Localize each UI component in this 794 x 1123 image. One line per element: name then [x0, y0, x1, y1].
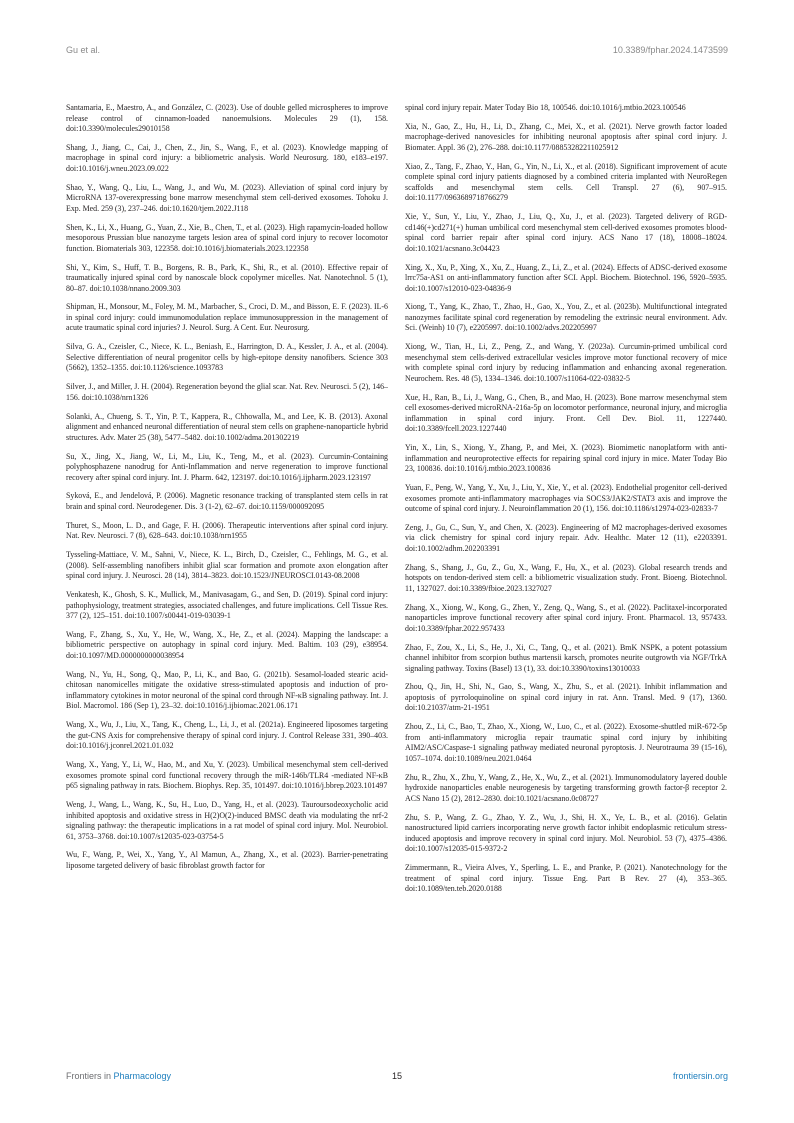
- reference-item: Zhang, X., Xiong, W., Kong, G., Zhen, Y., Zeng, Q., Wang, S., et al. (2022). Paclitaxel-incorporated nanoparticles improve functional recovery after spinal cord injury. Front. Pharmacol. 13, 957433. doi:10.3389/fphar.2022.957433: [405, 602, 727, 633]
- references-column-left: [66, 103, 388, 880]
- reference-item: Wu, F., Wang, P., Wei, X., Yang, Y., Al Mamun, A., Zhang, X., et al. (2023). Barrier-penetrating liposome targeted delivery of basic fibroblast growth factor for: [66, 850, 388, 870]
- reference-item: Xiao, Z., Tang, F., Zhao, Y., Han, G., Yin, N., Li, X., et al. (2018). Significant improvement of acute complete spinal cord injury patients diagnosed by a combined criteria implanted with NeuroRegen scaffolds and mesenchymal stem cells. Cell Transpl. 27 (6), 907–915. doi:10.1177/0963689718766279: [405, 161, 727, 203]
- reference-item: Wang, N., Yu, H., Song, Q., Mao, P., Li, K., and Bao, G. (2021b). Sesamol-loaded stearic acid-chitosan nanomicelles mitigate the oxidative stress-stimulated apoptosis and induction of pro-inflammatory cytokines in motor neuronal of the spinal cord through NF-κB signaling pathway. Int. J. Biol. Macromol. 186 (Sep 1), 23–32. doi:10.1016/j.ijbiomac.2021.06.171: [66, 669, 388, 711]
- reference-item: Shen, K., Li, X., Huang, G., Yuan, Z., Xie, B., Chen, T., et al. (2023). High rapamycin-loaded hollow mesoporous Prussian blue nanozyme targets lesion area of spinal cord injury to recover locomotor function. Biomaterials 303, 122358. doi:10.1016/j.biomaterials.2023.122358: [66, 222, 388, 253]
- reference-item: Xia, N., Gao, Z., Hu, H., Li, D., Zhang, C., Mei, X., et al. (2021). Nerve growth factor loaded macrophage-derived nanovesicles for inhibiting neuronal apoptosis after spinal cord injury. J. Biomater. Appl. 36 (2), 276–288. doi:10.1177/08853282211025912: [405, 121, 727, 152]
- reference-item: Shi, Y., Kim, S., Huff, T. B., Borgens, R. B., Park, K., Shi, R., et al. (2010). Effective repair of traumatically injured spinal cord by nanoscale block copolymer micelles. Nat. Nanotechnol. 5 (1), 80–87. doi:10.1038/nnano.2009.303: [66, 262, 388, 293]
- reference-item: Weng, J., Wang, L., Wang, K., Su, H., Luo, D., Yang, H., et al. (2023). Tauroursodeoxycholic acid inhibited apoptosis and oxidative stress in H(2)O(2)-induced BMSC death via modulating the nrf-2 signaling pathway: the therapeutic implications in a rat model of spinal cord injury. Mol. Neurobiol. 61, 3753–3768. doi:10.1007/s12035-023-03754-5: [66, 800, 388, 841]
- reference-item: Silver, J., and Miller, J. H. (2004). Regeneration beyond the glial scar. Nat. Rev. Neurosci. 5 (2), 146–156. doi:10.1038/nrn1326: [66, 382, 388, 402]
- reference-item: Yin, X., Lin, S., Xiong, Y., Zhang, P., and Mei, X. (2023). Biomimetic nanoplatform with anti-inflammation and neuroprotective effects for repairing spinal cord injury in mice. Mater Today Bio 23, 100836. doi:10.1016/j.mtbio.2023.100836: [405, 443, 727, 474]
- reference-item: Shang, J., Jiang, C., Cai, J., Chen, Z., Jin, S., Wang, F., et al. (2023). Knowledge mapping of macrophage in spinal cord injury: a bibliometric analysis. World Neurosurg. 180, e183–e197. doi:10.1016/j.wneu.2023.09.022: [66, 142, 388, 173]
- reference-item: Wang, F., Zhang, S., Xu, Y., He, W., Wang, X., He, Z., et al. (2024). Mapping the landscape: a bibliometric perspective on autophagy in spinal cord injury. Med. Baltim. 103 (29), e38954. doi:10.1097/MD.0000000000038954: [66, 629, 388, 660]
- running-head-authors: Gu et al.: [66, 45, 101, 55]
- reference-item: Zhou, Z., Li, C., Bao, T., Zhao, X., Xiong, W., Luo, C., et al. (2022). Exosome-shuttled miR-672-5p from anti-inflammatory microglia repair traumatic spinal cord injury by inhibiting AIM2/ASC/Caspase-1 signaling pathway mediated neuronal pyroptosis. J. Neurotrauma 39 (15-16), 1057–1074. doi:10.1089/neu.2021.0464: [405, 722, 727, 763]
- reference-item: spinal cord injury repair. Mater Today Bio 18, 100546. doi:10.1016/j.mtbio.2023.100546: [405, 103, 686, 112]
- reference-item: Su, X., Jing, X., Jiang, W., Li, M., Liu, K., Teng, M., et al. (2023). Curcumin-Containing polyphosphazene nanodrug for Anti-Inflammation and nerve regeneration to improve functional recovery after spinal cord injury. Int. J. Pharm. 642, 123197. doi:10.1016/j.ijpharm.2023.123197: [66, 451, 388, 482]
- footer-journal-prefix: Frontiers in: [66, 1071, 112, 1081]
- reference-item: Wang, X., Yang, Y., Li, W., Hao, M., and Xu, Y. (2023). Umbilical mesenchymal stem cell-derived exosomes promote spinal cord functional recovery through the miR-146b/TLR4 -mediated NF-κB p65 signaling pathway in rats. Biochem. Biophys. Rep. 35, 101497. doi:10.1016/j.bbrep.2023.101497: [66, 760, 388, 791]
- reference-item: Syková, E., and Jendelová, P. (2006). Magnetic resonance tracking of transplanted stem cells in rat brain and spinal cord. Neurodegener. Dis. 3 (1-2), 62–67. doi:10.1159/000092095: [66, 491, 388, 511]
- reference-item: Santamaria, E., Maestro, A., and González, C. (2023). Use of double gelled microspheres to improve release control of cinnamon-loaded nanoemulsions. Molecules 29 (1), 158. doi:10.3390/molecules29010158: [66, 103, 388, 133]
- reference-item: Xiong, T., Yang, K., Zhao, T., Zhao, H., Gao, X., You, Z., et al. (2023b). Multifunctional integrated nanozymes facilitate spinal cord regeneration by remodeling the extrinsic neural environment. Adv. Sci. (Weinh) 10 (7), e2205997. doi:10.1002/advs.202205997: [405, 302, 727, 333]
- reference-item: Zimmermann, R., Vieira Alves, Y., Sperling, L. E., and Pranke, P. (2021). Nanotechnology for the treatment of spinal cord injury. Tissue Eng. Part B Rev. 27 (4), 353–365. doi:10.1089/ten.teb.2020.0188: [405, 863, 727, 894]
- reference-item: Tysseling-Mattiace, V. M., Sahni, V., Niece, K. L., Birch, D., Czeisler, C., Fehlings, M. G., et al. (2008). Self-assembling nanofibers inhibit glial scar formation and promote axon elongation after spinal cord injury. J. Neurosci. 28 (14), 3814–3823. doi:10.1523/JNEUROSCI.0143-08.2008: [66, 550, 388, 581]
- reference-item: Xing, X., Xu, P., Xing, X., Xu, Z., Huang, Z., Li, Z., et al. (2024). Effects of ADSC-derived exosome lrrc75a-AS1 on anti-inflammatory function after SCI. Appl. Biochem. Biotechnol. 196, 5920–5935. doi:10.1007/s12010-023-04836-9: [405, 262, 727, 293]
- footer-website-link[interactable]: frontiersin.org: [672, 1071, 728, 1081]
- reference-item: Venkatesh, K., Ghosh, S. K., Mullick, M., Manivasagam, G., and Sen, D. (2019). Spinal cord injury: pathophysiology, treatment strategies, associated challenges, and future implications. Cell Tissue Res. 377 (2), 125–151. doi:10.1007/s00441-019-03039-1: [66, 590, 388, 621]
- reference-item: Xue, H., Ran, B., Li, J., Wang, G., Chen, B., and Mao, H. (2023). Bone marrow mesenchymal stem cell exosomes-derived microRNA-216a-5p on locomotor performance, neuronal injury, and microglia inflammation in spinal cord injury. Front. Cell Dev. Biol. 11, 1227440. doi:10.3389/fcell.2023.1227440: [405, 392, 727, 434]
- reference-item: Xie, Y., Sun, Y., Liu, Y., Zhao, J., Liu, Q., Xu, J., et al. (2023). Targeted delivery of RGD-cd146(+)cd271(+) human umbilical cord mesenchymal stem cell-derived exosomes promotes blood-spinal cord barrier repair after spinal cord injury. ACS Nano 17 (18), 18008–18024. doi:10.1021/acsnano.3c04423: [405, 212, 727, 253]
- reference-item: Zeng, J., Gu, C., Sun, Y., and Chen, X. (2023). Engineering of M2 macrophages-derived exosomes via click chemistry for spinal cord injury repair. Adv. Healthc. Mater 12 (11), e2203391. doi:10.1002/adhm.202203391: [405, 522, 727, 553]
- reference-item: Zhou, Q., Jin, H., Shi, N., Gao, S., Wang, X., Zhu, S., et al. (2021). Inhibit inflammation and apoptosis of pyrroloquinoline on spinal cord injury in rat. Ann. Transl. Med. 9 (17), 1360. doi:10.21037/atm-21-1951: [405, 682, 727, 713]
- references-column-right: [405, 103, 727, 903]
- reference-item: Zhu, S. P., Wang, Z. G., Zhao, Y. Z., Wu, J., Shi, H. X., Ye, L. B., et al. (2016). Gelatin nanostructured lipid carriers incorporating nerve growth factor inhibit endoplasmic reticulum stress-induced apoptosis and improve recovery in spinal cord injury. Mol. Neurobiol. 53 (7), 4375–4386. doi:10.1007/s12035-015-9372-2: [405, 812, 727, 854]
- reference-item: Zhao, F., Zou, X., Li, S., He, J., Xi, C., Tang, Q., et al. (2021). BmK NSPK, a potent potassium channel inhibitor from scorpion buthus martensii karsch, promotes neurite outgrowth via NGF/TrkA signaling pathway. Toxins (Basel) 13 (1), 33. doi:10.3390/toxins13010033: [405, 642, 727, 673]
- page-number: 15: [391, 1071, 402, 1081]
- footer-journal-name[interactable]: Pharmacology: [113, 1071, 172, 1081]
- reference-item: Zhu, R., Zhu, X., Zhu, Y., Wang, Z., He, X., Wu, Z., et al. (2021). Immunomodulatory layered double hydroxide nanoparticles enable neurogenesis by targeting transforming growth factor-β receptor 2. ACS Nano 15 (2), 2812–2830. doi:10.1021/acsnano.0c08727: [405, 772, 727, 803]
- reference-item: Xiong, W., Tian, H., Li, Z., Peng, Z., and Wang, Y. (2023a). Curcumin-primed umbilical cord mesenchymal stem cells-derived extracellular vesicles improve motor functional recovery of mice with complete spinal cord injury by reducing inflammation and enhancing axonal regeneration. Neurochem. Res. 48 (5), 1334–1346. doi:10.1007/s11064-022-03832-5: [405, 342, 727, 383]
- reference-item: Shao, Y., Wang, Q., Liu, L., Wang, J., and Wu, M. (2023). Alleviation of spinal cord injury by MicroRNA 137-overexpressing bone marrow mesenchymal stem cell-derived exosomes. Tohoku J. Exp. Med. 259 (3), 237–246. doi:10.1620/tjem.2022.J118: [66, 182, 388, 213]
- reference-item: Thuret, S., Moon, L. D., and Gage, F. H. (2006). Therapeutic interventions after spinal cord injury. Nat. Rev. Neurosci. 7 (8), 628–643. doi:10.1038/nrn1955: [66, 520, 388, 541]
- reference-item: Silva, G. A., Czeisler, C., Niece, K. L., Beniash, E., Harrington, D. A., Kessler, J. A., et al. (2004). Selective differentiation of neural progenitor cells by high-epitope density nanofibers. Science 303 (5662), 1352–1355. doi:10.1126/science.1093783: [66, 342, 388, 373]
- reference-item: Zhang, S., Shang, J., Gu, Z., Gu, X., Wang, F., Hu, X., et al. (2023). Global research trends and hotspots on tendon-derived stem cell: a bibliometric visualization study. Front. Bioeng. Biotechnol. 11, 1327027. doi:10.3389/fbioe.2023.1327027: [405, 562, 727, 593]
- reference-item: Solanki, A., Chueng, S. T., Yin, P. T., Kappera, R., Chhowalla, M., and Lee, K. B. (2013). Axonal alignment and enhanced neuronal differentiation of neural stem cells on graphene-nanoparticle hybrid structures. Adv. Mater 25 (38), 5477–5482. doi:10.1002/adma.201302219: [66, 411, 388, 442]
- reference-item: Yuan, F., Peng, W., Yang, Y., Xu, J., Liu, Y., Xie, Y., et al. (2023). Endothelial progenitor cell-derived exosomes promote anti-inflammatory macrophages via SOCS3/JAK2/STAT3 axis and improve the outcome of spinal cord injury. J. Neuroinflammation 20 (1), 156. doi:10.1186/s12974-023-02833-7: [405, 483, 727, 514]
- reference-item: Wang, X., Wu, J., Liu, X., Tang, K., Cheng, L., Li, J., et al. (2021a). Engineered liposomes targeting the gut-CNS Axis for comprehensive therapy of spinal cord injury. J. Control Release 331, 390–403. doi:10.1016/j.jconrel.2021.01.032: [66, 720, 388, 751]
- running-head-doi: 10.3389/fphar.2024.1473599: [612, 45, 728, 55]
- reference-item: Shipman, H., Monsour, M., Foley, M. M., Marbacher, S., Croci, D. M., and Bisson, E. F. (2023). IL-6 in spinal cord injury: could immunomodulation replace immunosuppression in the management of acute traumatic spinal cord injuries? J. Neurol. Surg. A Cent. Eur. Neurosurg.: [66, 302, 388, 333]
